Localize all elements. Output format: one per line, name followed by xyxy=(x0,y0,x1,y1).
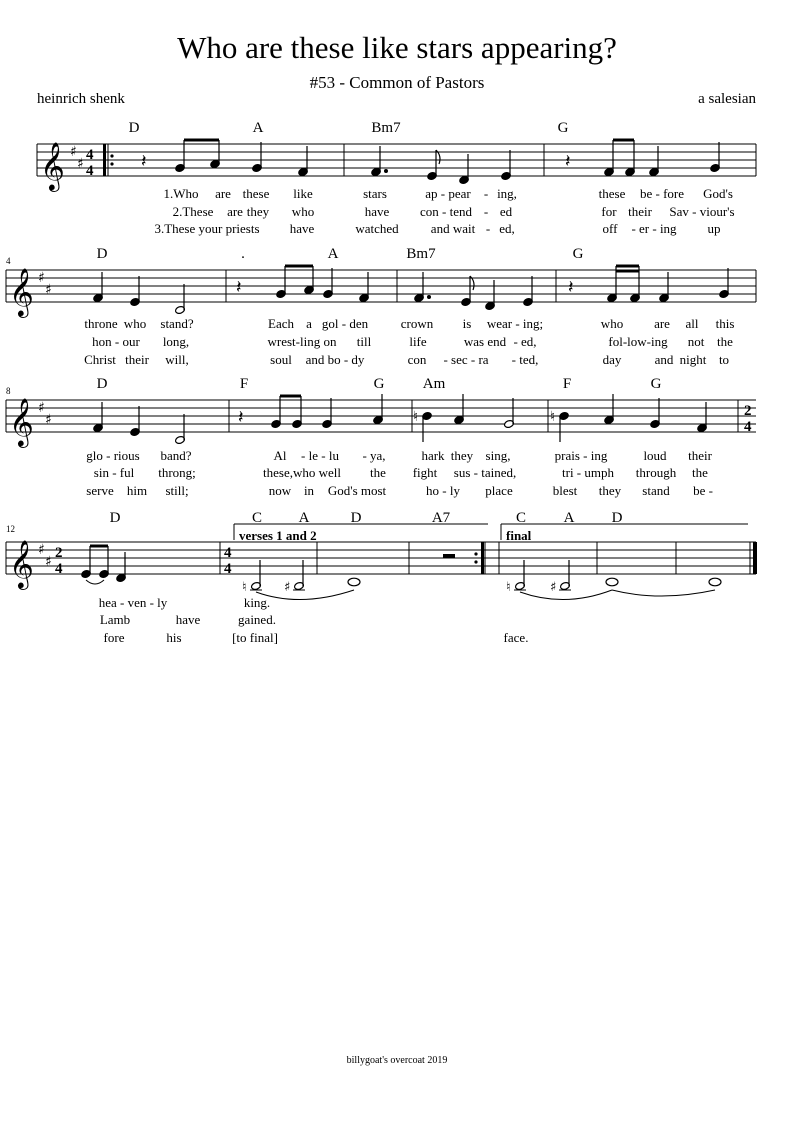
chord-symbol: D xyxy=(128,120,140,136)
svg-text:♯: ♯ xyxy=(45,554,52,570)
lyric-syllable: sin - ful xyxy=(93,465,135,480)
svg-text:4: 4 xyxy=(55,561,63,577)
svg-text:2: 2 xyxy=(744,403,752,419)
svg-text:4: 4 xyxy=(224,561,232,577)
svg-text:𝄽: 𝄽 xyxy=(565,151,571,172)
lyric-syllable: now xyxy=(268,483,292,498)
lyric-syllable: are xyxy=(654,316,670,331)
lyric-syllable: serve xyxy=(86,483,114,498)
lyric-syllable: 1.Who xyxy=(163,186,199,201)
lyric-syllable: gained. xyxy=(238,612,276,627)
lyric-syllable: fore xyxy=(103,630,125,645)
chord-symbol: D xyxy=(96,246,108,262)
chord-symbol: D xyxy=(611,510,623,526)
chord-symbol: D xyxy=(109,510,121,526)
svg-text:♯: ♯ xyxy=(38,400,45,416)
lyric-syllable: face. xyxy=(503,630,529,645)
lyric-syllable: and bo - dy xyxy=(305,352,365,367)
staff-system-4 xyxy=(0,510,794,650)
lyric-syllable: God's most xyxy=(327,483,387,498)
lyric-syllable: throng; xyxy=(158,465,196,480)
chord-symbol: G xyxy=(650,376,662,392)
lyric-syllable: these xyxy=(242,186,270,201)
lyric-syllable: was end xyxy=(463,334,507,349)
lyric-syllable: - ya, xyxy=(362,448,386,463)
svg-text:4: 4 xyxy=(86,163,94,179)
lyric-syllable: are xyxy=(215,186,231,201)
lyric-syllable: and wait xyxy=(430,221,476,236)
lyric-syllable: con xyxy=(407,352,427,367)
svg-text:2: 2 xyxy=(55,545,63,561)
svg-text:𝄞: 𝄞 xyxy=(9,397,34,446)
lyric-syllable: sus - tained, xyxy=(453,465,517,480)
lyric-syllable: are xyxy=(227,204,243,219)
chord-symbol: D xyxy=(96,376,108,392)
svg-text:4: 4 xyxy=(86,147,94,163)
lyric-syllable: Each xyxy=(268,316,294,331)
lyric-syllable: they xyxy=(246,204,270,219)
lyric-syllable: to xyxy=(718,352,730,367)
chord-symbol: F xyxy=(562,376,572,392)
volta-final-ending: final xyxy=(506,528,532,543)
staff-system-1 xyxy=(0,120,794,240)
lyric-syllable: wear - ing; xyxy=(486,316,544,331)
svg-text:♯: ♯ xyxy=(70,144,77,160)
svg-text:♯: ♯ xyxy=(38,542,45,558)
lyric-syllable: glo - rious xyxy=(86,448,140,463)
staff-notation xyxy=(0,246,794,326)
lyric-syllable: - ted, xyxy=(511,352,539,367)
chord-symbol: D xyxy=(350,510,362,526)
measure-number: 12 xyxy=(6,524,15,534)
lyric-syllable: [to final] xyxy=(232,630,278,645)
lyric-syllable: is xyxy=(462,316,472,331)
lyric-syllable: hon - our xyxy=(92,334,140,349)
lyric-syllable: life xyxy=(409,334,427,349)
lyric-syllable: have xyxy=(289,221,315,236)
lyric-syllable: ed, xyxy=(499,221,515,236)
chord-symbol: C xyxy=(251,510,263,526)
chord-symbol: F xyxy=(239,376,249,392)
lyric-syllable: for xyxy=(601,204,617,219)
lyric-syllable: fol-low-ing xyxy=(608,334,668,349)
lyric-syllable: these xyxy=(598,186,626,201)
chord-symbol: Bm7 xyxy=(371,120,401,136)
lyric-syllable: not xyxy=(687,334,705,349)
measure-number: 8 xyxy=(6,386,11,396)
lyric-syllable: - xyxy=(485,221,491,236)
staff-system-3 xyxy=(0,376,794,501)
lyric-syllable: the xyxy=(370,465,386,480)
lyric-syllable: through xyxy=(635,465,677,480)
arranger: a salesian xyxy=(698,91,756,107)
lyric-syllable: - le - lu xyxy=(301,448,339,463)
svg-text:𝄞: 𝄞 xyxy=(40,141,65,190)
chord-symbol: A xyxy=(563,510,575,526)
lyric-syllable: day xyxy=(602,352,622,367)
lyric-syllable: Christ xyxy=(84,352,116,367)
measure-number: 4 xyxy=(6,256,11,266)
lyric-syllable: tri - umph xyxy=(562,465,614,480)
lyric-syllable: this xyxy=(715,316,735,331)
lyric-syllable: in xyxy=(303,483,315,498)
lyric-syllable: will, xyxy=(165,352,189,367)
lyric-syllable: have xyxy=(175,612,201,627)
lyric-syllable: 3.These your priests xyxy=(154,221,260,236)
lyric-syllable: Sav - viour's xyxy=(669,204,735,219)
lyric-syllable: all xyxy=(685,316,699,331)
lyric-syllable: who xyxy=(600,316,624,331)
lyric-syllable: place xyxy=(485,483,513,498)
lyric-syllable: loud xyxy=(643,448,667,463)
chord-symbol: . xyxy=(241,246,245,262)
lyric-syllable: - xyxy=(483,204,489,219)
lyric-syllable: throne xyxy=(84,316,118,331)
svg-text:𝄞: 𝄞 xyxy=(9,267,34,316)
lyric-syllable: ing, xyxy=(497,186,517,201)
lyric-syllable: these,who well xyxy=(263,465,341,480)
lyric-syllable: sing, xyxy=(485,448,511,463)
chord-symbol: A7 xyxy=(431,510,451,526)
chord-symbol: Am xyxy=(422,376,446,392)
svg-text:♯: ♯ xyxy=(77,156,84,172)
lyric-syllable: Lamb xyxy=(99,612,131,627)
lyric-syllable: fight xyxy=(412,465,438,480)
lyric-syllable: still; xyxy=(165,483,189,498)
lyric-syllable: have xyxy=(364,204,390,219)
svg-text:♮: ♮ xyxy=(242,580,247,595)
lyric-syllable: king. xyxy=(243,595,271,610)
lyric-syllable: watched xyxy=(355,221,399,236)
lyric-syllable: crown xyxy=(400,316,434,331)
footer-credit: billygoat's overcoat 2019 xyxy=(346,1055,448,1066)
svg-text:♯: ♯ xyxy=(45,412,52,428)
page-subtitle: #53 - Common of Pastors xyxy=(309,73,485,92)
lyric-syllable: - sec - ra xyxy=(443,352,489,367)
chord-symbol: A xyxy=(298,510,310,526)
lyric-syllable: prais - ing xyxy=(554,448,608,463)
lyric-syllable: ho - ly xyxy=(426,483,460,498)
svg-text:4: 4 xyxy=(744,419,752,435)
svg-text:♮: ♮ xyxy=(550,409,556,425)
lyric-syllable: who xyxy=(291,204,315,219)
svg-text:𝄽: 𝄽 xyxy=(238,407,244,428)
svg-text:♮: ♮ xyxy=(506,580,511,595)
lyric-syllable: a xyxy=(306,316,312,331)
composer: heinrich shenk xyxy=(37,91,125,107)
lyric-syllable: their xyxy=(125,352,149,367)
chord-symbol: C xyxy=(515,510,527,526)
chord-symbol: Bm7 xyxy=(406,246,436,262)
lyric-syllable: ed xyxy=(499,204,513,219)
lyric-syllable: they xyxy=(450,448,474,463)
chord-symbol: G xyxy=(572,246,584,262)
lyric-syllable: stand? xyxy=(160,316,194,331)
svg-text:♯: ♯ xyxy=(38,270,45,286)
lyric-syllable: God's xyxy=(703,186,733,201)
lyric-syllable: till xyxy=(356,334,372,349)
lyric-syllable: ap - pear xyxy=(425,186,471,201)
page-title: Who are these like stars appearing? xyxy=(177,30,617,65)
svg-text:♮: ♮ xyxy=(413,409,419,425)
lyric-syllable: be - fore xyxy=(639,186,685,201)
lyric-syllable: their xyxy=(688,448,712,463)
lyric-syllable: his xyxy=(166,630,182,645)
lyric-syllable: blest xyxy=(552,483,578,498)
staff-system-2 xyxy=(0,246,794,366)
lyric-syllable: who xyxy=(123,316,147,331)
lyric-syllable: - er - ing xyxy=(631,221,677,236)
lyric-syllable: like xyxy=(293,186,313,201)
chord-symbol: A xyxy=(327,246,339,262)
lyric-syllable: gol - den xyxy=(321,316,369,331)
svg-text:♯: ♯ xyxy=(284,580,291,595)
chord-symbol: G xyxy=(373,376,385,392)
svg-text:♯: ♯ xyxy=(45,282,52,298)
lyric-syllable: 2.These xyxy=(172,204,214,219)
lyric-syllable: stars xyxy=(363,186,387,201)
lyric-syllable: long, xyxy=(162,334,190,349)
lyric-syllable: the xyxy=(717,334,733,349)
lyric-syllable: Al xyxy=(273,448,287,463)
svg-text:♯: ♯ xyxy=(550,580,557,595)
lyric-syllable: and xyxy=(654,352,674,367)
svg-text:𝄽: 𝄽 xyxy=(141,151,147,172)
lyric-syllable: wrest-ling on xyxy=(267,334,337,349)
lyric-syllable: hea - ven - ly xyxy=(98,595,168,610)
svg-text:4: 4 xyxy=(224,545,232,561)
lyric-syllable: night xyxy=(679,352,707,367)
lyric-syllable: - xyxy=(483,186,489,201)
lyric-syllable: their xyxy=(628,204,652,219)
lyric-syllable: off xyxy=(602,221,618,236)
lyric-syllable: - ed, xyxy=(513,334,537,349)
svg-text:𝄽: 𝄽 xyxy=(568,277,574,298)
svg-text:𝄞: 𝄞 xyxy=(9,539,34,588)
lyric-syllable: him xyxy=(126,483,148,498)
staff-notation xyxy=(0,376,794,456)
svg-text:𝄽: 𝄽 xyxy=(236,277,242,298)
lyric-syllable: the xyxy=(692,465,708,480)
lyric-syllable: con - tend xyxy=(420,204,472,219)
lyric-syllable: hark xyxy=(421,448,445,463)
lyric-syllable: be - xyxy=(693,483,713,498)
chord-symbol: G xyxy=(557,120,569,136)
chord-symbol: A xyxy=(252,120,264,136)
volta-first-ending: verses 1 and 2 xyxy=(239,528,317,543)
lyric-syllable: stand xyxy=(642,483,670,498)
lyric-syllable: they xyxy=(598,483,622,498)
lyric-syllable: band? xyxy=(160,448,192,463)
lyric-syllable: up xyxy=(707,221,721,236)
staff-notation xyxy=(0,510,794,600)
lyric-syllable: soul xyxy=(270,352,292,367)
